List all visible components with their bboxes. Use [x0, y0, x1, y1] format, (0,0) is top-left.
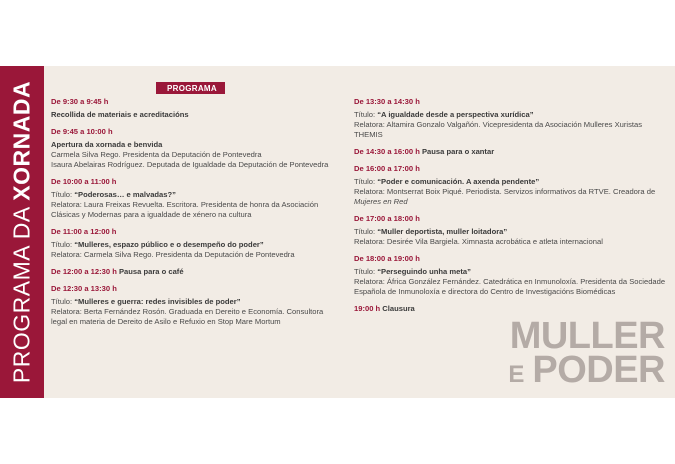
side-bar — [0, 66, 44, 398]
schedule-item — [51, 284, 343, 327]
item-line: Relatora: Montserrat Boix Piqué. Periodista. Servizos informativos da RTVE. Creadora de — [354, 187, 656, 196]
talk-title: “Muller deportista, muller loitadora” — [377, 227, 508, 236]
schedule-item — [354, 97, 666, 140]
title-label: Título: — [354, 227, 378, 236]
title-label: Título: — [354, 267, 378, 276]
logo-e: E — [508, 361, 525, 388]
talk-title: “Poderosas… e malvadas?” — [74, 190, 176, 199]
item-time: De 11:00 a 12:00 h — [51, 227, 117, 236]
item-time: De 12:30 a 13:30 h — [51, 284, 117, 293]
item-title-line — [354, 267, 666, 277]
side-title-bold: XORNADA — [8, 80, 35, 201]
title-label: Título: — [354, 177, 378, 186]
item-line: Relatora: Desirée Vila Bargiela. Ximnasta acrobática e atleta internacional — [354, 237, 603, 246]
item-title-line — [354, 227, 666, 237]
title-label: Título: — [51, 240, 75, 249]
item-time: 19:00 h — [354, 304, 381, 313]
item-line: Relatora: Berta Fernández Rosón. Graduada en Dereito e Economía. Consultora — [51, 307, 324, 316]
publication-name: Mujeres en Red — [354, 197, 408, 206]
closing-title: Clausura — [380, 304, 415, 313]
item-time: De 14:30 a 16:00 h — [354, 147, 420, 156]
item-line: Carmela Silva Rego. Presidenta da Deputación de Pontevedra — [51, 150, 262, 159]
schedule-item — [51, 97, 343, 120]
side-title-light: PROGRAMA DA — [8, 200, 35, 384]
talk-title: “Mulleres e guerra: redes invisibles de poder” — [74, 297, 241, 306]
schedule-item — [354, 254, 666, 297]
item-time: De 9:30 a 9:45 h — [51, 97, 109, 106]
schedule-item — [354, 147, 666, 157]
item-title-line — [51, 297, 343, 307]
item-time: De 10:00 a 11:00 h — [51, 177, 117, 186]
talk-title: “A igualdade desde a perspectiva xurídica” — [377, 110, 534, 119]
programa-badge: PROGRAMA — [156, 82, 225, 94]
schedule-right-column — [354, 97, 666, 321]
schedule-item — [354, 164, 666, 207]
item-time: De 13:30 a 14:30 h — [354, 97, 420, 106]
title-label: Título: — [354, 110, 378, 119]
schedule-item — [354, 214, 666, 247]
item-time: De 12:00 a 12:30 h — [51, 267, 117, 276]
item-title-line — [51, 190, 343, 200]
item-line: Relatora: Carmela Silva Rego. Presidenta da Deputación de Pontevedra — [51, 250, 295, 259]
side-title — [9, 81, 36, 383]
break-title: Pausa para o café — [116, 267, 184, 276]
item-line: Isaura Abelairas Rodríguez. Deputada de Igualdade da Deputación de Pontevedra — [51, 160, 329, 169]
item-time: De 9:45 a 10:00 h — [51, 127, 113, 136]
schedule-left-column — [51, 97, 343, 334]
item-line: Relatora: África González Fernández. Catedrática en Inmunoloxía. Presidenta da Sociedade — [354, 277, 666, 286]
item-time: De 16:00 a 17:00 h — [354, 164, 420, 173]
item-line: Relatora: Laura Freixas Revuelta. Escritora. Presidenta de honra da Asociación — [51, 200, 319, 209]
item-title-line — [354, 110, 666, 120]
item-time-inline — [354, 304, 666, 314]
break-title: Pausa para o xantar — [419, 147, 495, 156]
item-line: legal en materia de Dereito de Asilo e Refuxio en Stop Mare Mortum — [51, 317, 281, 326]
item-heading: Recollida de materiais e acreditacións — [51, 110, 189, 119]
schedule-item — [354, 304, 666, 314]
item-line: Clásicas y Modernas para a igualdade de xénero na cultura — [51, 210, 252, 219]
schedule-item — [51, 127, 343, 170]
item-line: Relatora: Altamira Gonzalo Valgañón. Vicepresidenta da Asociación Mulleres Xuristas THEMIS — [354, 120, 643, 139]
schedule-item — [51, 267, 343, 277]
logo-line-poder — [480, 349, 665, 392]
item-line: Española de Inmunoloxía e directora do Centro de Investigacións Biomédicas — [354, 287, 616, 296]
program-page — [0, 66, 675, 398]
title-label: Título: — [51, 190, 75, 199]
muller-e-poder-logo — [480, 315, 665, 392]
item-time-inline — [354, 147, 666, 157]
item-heading: Apertura da xornada e benvida — [51, 140, 163, 149]
item-title-line — [354, 177, 666, 187]
logo-poder: PODER — [532, 349, 665, 391]
title-label: Título: — [51, 297, 75, 306]
talk-title: “Mulleres, espazo público e o desempeño do poder” — [74, 240, 264, 249]
item-title-line — [51, 240, 343, 250]
item-time: De 18:00 a 19:00 h — [354, 254, 420, 263]
schedule-item — [51, 177, 343, 220]
item-time: De 17:00 a 18:00 h — [354, 214, 420, 223]
talk-title: “Perseguindo unha meta” — [377, 267, 471, 276]
item-time-inline — [51, 267, 343, 277]
schedule-item — [51, 227, 343, 260]
logo-line-muller: MULLER — [509, 315, 665, 357]
item-line-italic — [354, 197, 666, 207]
talk-title: “Poder e comunicación. A axenda pendente” — [377, 177, 540, 186]
